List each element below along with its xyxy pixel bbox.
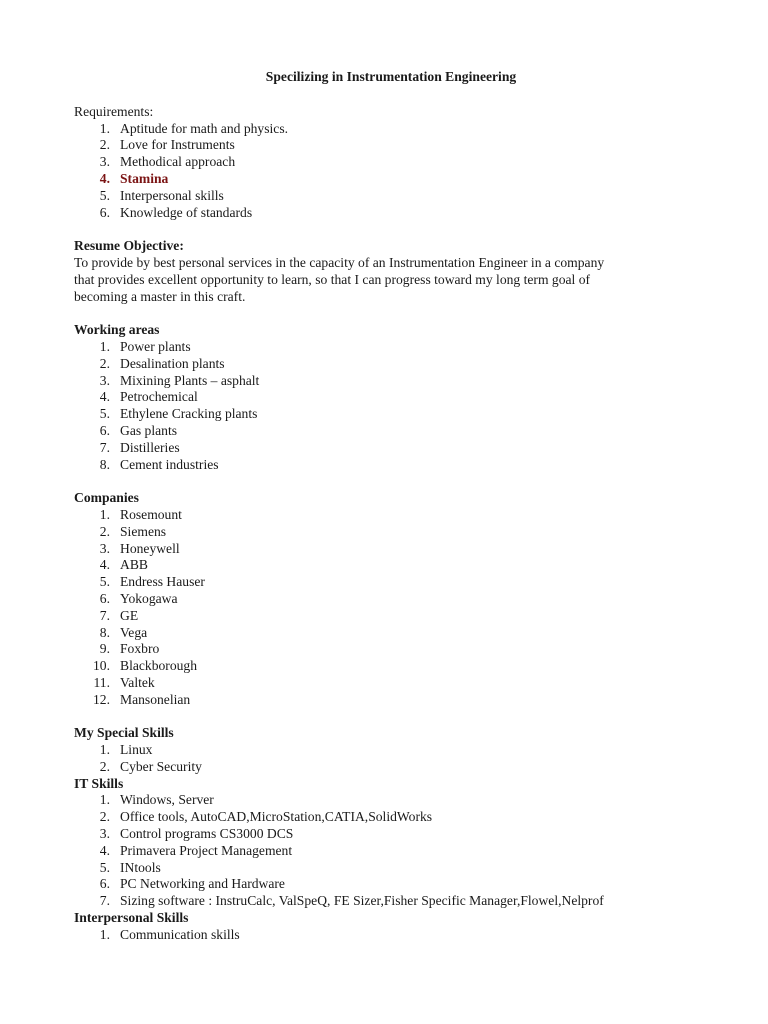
list-item <box>74 373 708 390</box>
list-item-number: 3. <box>99 372 110 388</box>
list-item-number: 6. <box>99 590 110 606</box>
list-item <box>74 792 708 809</box>
list-item-number: 7. <box>99 439 110 455</box>
list-item <box>74 171 708 188</box>
list-item-number: 1. <box>99 338 110 354</box>
list-item <box>74 440 708 457</box>
list-item-number: 12. <box>93 691 110 707</box>
list-item-number: 2. <box>99 137 110 153</box>
list-item-text: Siemens <box>120 523 167 539</box>
list-item-number: 5. <box>99 859 110 875</box>
list-item <box>74 137 708 154</box>
list-item-number: 6. <box>99 876 110 892</box>
list-item-text: Communication skills <box>120 926 240 942</box>
list-item <box>74 557 708 574</box>
list-item-text: Ethylene Cracking plants <box>120 406 258 422</box>
companies-list <box>74 507 708 709</box>
list-item-text: PC Networking and Hardware <box>120 876 285 892</box>
objective-section <box>74 238 708 305</box>
list-item-number: 1. <box>99 742 110 758</box>
list-item-number: 5. <box>99 574 110 590</box>
list-item-number: 5. <box>99 187 110 203</box>
requirements-section <box>74 104 708 222</box>
list-item-number: 9. <box>99 641 110 657</box>
list-item-number: 4. <box>99 170 110 186</box>
interpersonal-skills-list <box>74 927 708 944</box>
list-item <box>74 524 708 541</box>
list-item <box>74 608 708 625</box>
list-item-number: 6. <box>99 422 110 438</box>
companies-heading: Companies <box>74 490 139 506</box>
list-item-text: ABB <box>120 557 148 573</box>
list-item <box>74 927 708 944</box>
list-item <box>74 692 708 709</box>
list-item-number: 3. <box>99 540 110 556</box>
list-item <box>74 121 708 138</box>
list-item-text: Knowledge of standards <box>120 204 253 220</box>
list-item-number: 4. <box>99 389 110 405</box>
objective-line: becoming a master in this craft. <box>74 288 246 304</box>
list-item <box>74 759 708 776</box>
special-skills-section <box>74 725 708 775</box>
list-item-text: Aptitude for math and physics. <box>120 120 289 136</box>
list-item-number: 8. <box>99 624 110 640</box>
list-item-text: Love for Instruments <box>120 137 235 153</box>
list-item-number: 1. <box>99 506 110 522</box>
list-item-text: Power plants <box>120 338 191 354</box>
document-title: Specilizing in Instrumentation Engineering <box>265 69 517 84</box>
list-item <box>74 406 708 423</box>
list-item-text: Interpersonal skills <box>120 187 224 203</box>
list-item <box>74 893 708 910</box>
list-item <box>74 389 708 406</box>
list-item-number: 2. <box>99 809 110 825</box>
special-skills-list <box>74 742 708 776</box>
list-item-text: Petrochemical <box>120 389 198 405</box>
list-item <box>74 574 708 591</box>
list-item-number: 8. <box>99 456 110 472</box>
list-item-number: 2. <box>99 523 110 539</box>
list-item-number: 11. <box>93 674 110 690</box>
working-areas-section <box>74 322 708 473</box>
list-item-text: Foxbro <box>120 641 160 657</box>
list-item <box>74 188 708 205</box>
list-item-text: GE <box>120 607 139 623</box>
it-skills-list <box>74 792 708 910</box>
list-item-number: 4. <box>99 557 110 573</box>
list-item <box>74 507 708 524</box>
list-item-text: Rosemount <box>120 506 182 522</box>
working-areas-list <box>74 339 708 473</box>
list-item <box>74 826 708 843</box>
list-item-number: 1. <box>99 792 110 808</box>
list-item <box>74 876 708 893</box>
list-item-text: Blackborough <box>120 658 198 674</box>
list-item-text: Endress Hauser <box>120 574 205 590</box>
list-item <box>74 809 708 826</box>
list-item-text: Control programs CS3000 DCS <box>120 826 294 842</box>
interpersonal-skills-heading: Interpersonal Skills <box>74 910 189 926</box>
list-item-number: 3. <box>99 826 110 842</box>
list-item-number: 7. <box>99 893 110 909</box>
list-item <box>74 742 708 759</box>
list-item-text: Primavera Project Management <box>120 842 293 858</box>
list-item <box>74 356 708 373</box>
interpersonal-skills-section <box>74 910 708 944</box>
list-item-text: Windows, Server <box>120 792 214 808</box>
objective-heading: Resume Objective: <box>74 238 184 254</box>
list-item-number: 6. <box>99 204 110 220</box>
list-item <box>74 154 708 171</box>
list-item <box>74 457 708 474</box>
list-item <box>74 675 708 692</box>
list-item <box>74 641 708 658</box>
list-item-text: INtools <box>120 859 161 875</box>
list-item-number: 4. <box>99 842 110 858</box>
list-item <box>74 591 708 608</box>
working-areas-heading: Working areas <box>74 322 160 338</box>
list-item-text: Stamina <box>120 170 169 186</box>
list-item-text: Desalination plants <box>120 355 225 371</box>
list-item-number: 2. <box>99 758 110 774</box>
list-item-text: Yokogawa <box>120 590 178 606</box>
special-skills-heading: My Special Skills <box>74 725 174 741</box>
objective-line: To provide by best personal services in the capacity of an Instrumentation Engineer in a company <box>74 254 605 270</box>
list-item-number: 1. <box>99 926 110 942</box>
list-item <box>74 843 708 860</box>
list-item <box>74 339 708 356</box>
list-item-text: Linux <box>120 742 153 758</box>
list-item-number: 1. <box>99 120 110 136</box>
list-item-text: Mansonelian <box>120 691 191 707</box>
list-item <box>74 860 708 877</box>
companies-section <box>74 490 708 708</box>
it-skills-heading: IT Skills <box>74 775 124 791</box>
list-item-text: Valtek <box>120 674 155 690</box>
list-item <box>74 205 708 222</box>
list-item-text: Distilleries <box>120 439 180 455</box>
list-item-text: Mixining Plants – asphalt <box>120 372 260 388</box>
requirements-heading: Requirements: <box>74 103 154 119</box>
list-item-number: 5. <box>99 406 110 422</box>
list-item <box>74 625 708 642</box>
list-item-text: Sizing software : InstruCalc, ValSpeQ, FE Sizer,Fisher Specific Manager,Flowel,Nelprof <box>120 893 604 909</box>
list-item-text: Gas plants <box>120 422 178 438</box>
list-item-text: Cyber Security <box>120 758 202 774</box>
list-item-number: 7. <box>99 607 110 623</box>
requirements-list <box>74 121 708 222</box>
list-item <box>74 658 708 675</box>
list-item-text: Vega <box>120 624 148 640</box>
list-item-text: Office tools, AutoCAD,MicroStation,CATIA,SolidWorks <box>120 809 433 825</box>
objective-line: that provides excellent opportunity to learn, so that I can progress toward my long term goal of <box>74 271 591 287</box>
list-item-text: Honeywell <box>120 540 180 556</box>
list-item-number: 10. <box>93 658 110 674</box>
list-item-text: Methodical approach <box>120 154 236 170</box>
list-item-number: 3. <box>99 154 110 170</box>
it-skills-section <box>74 776 708 910</box>
list-item <box>74 541 708 558</box>
list-item <box>74 423 708 440</box>
list-item-text: Cement industries <box>120 456 219 472</box>
list-item-number: 2. <box>99 355 110 371</box>
